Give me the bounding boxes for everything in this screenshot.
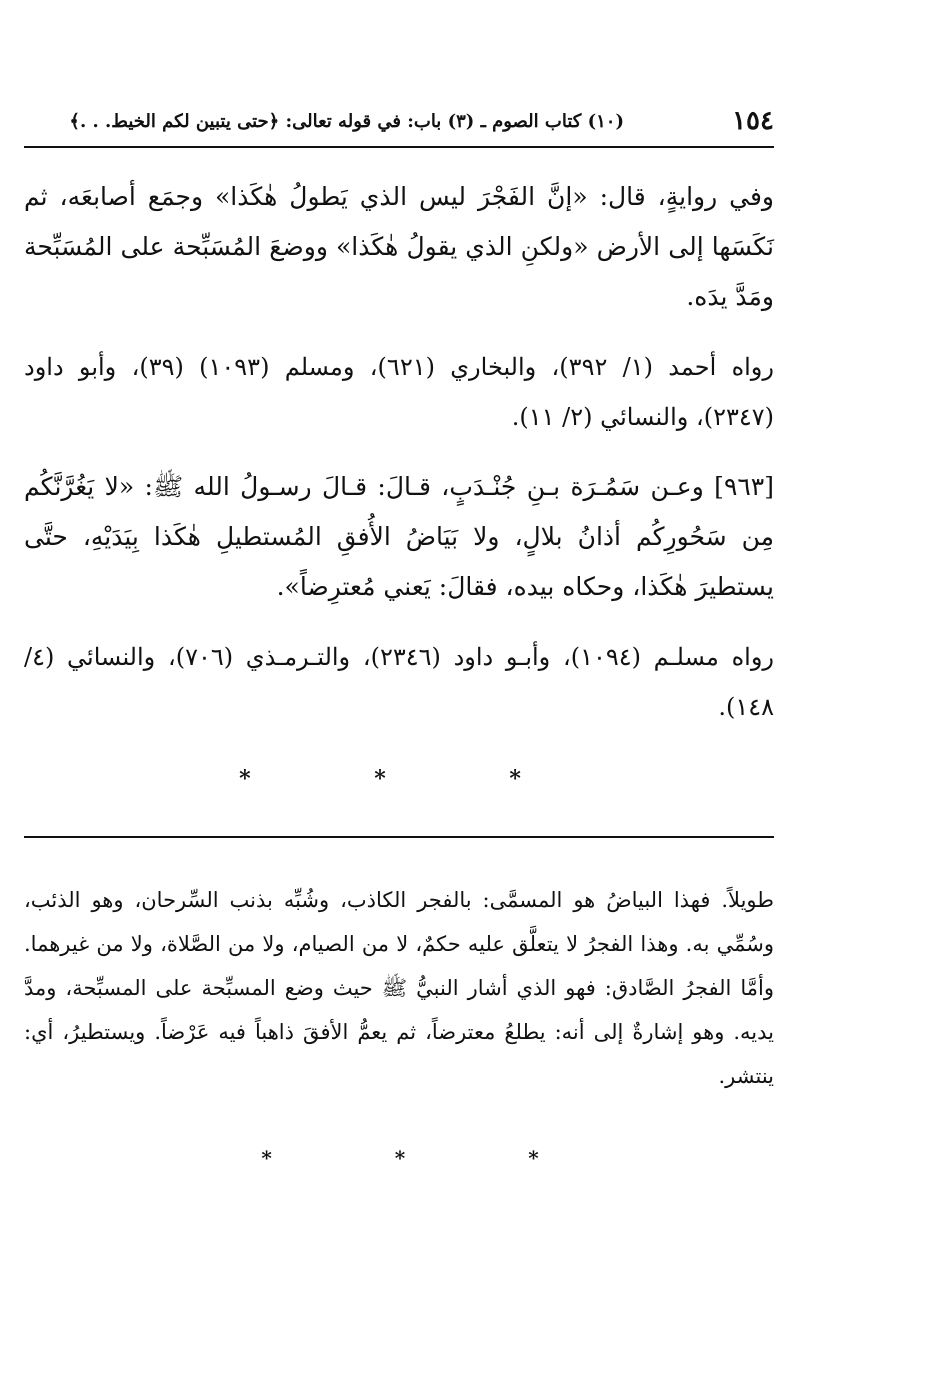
page-header (24, 104, 774, 144)
footnote-text: طويلاً. فهذا البياضُ هو المسمَّى: بالفجر الكاذب، وشُبِّه بذنب السِّرحان، وهو الذئب، وسُمِّي به. وهذا الفجرُ لا يتعلَّق عليه حكمٌ، لا من الصيام، ولا من الصَّلاة، ولا من غيرهما. وأمَّا الفجرُ الصَّادق: فهو الذي أشار النبيُّ ﷺ حيث وضع المسبِّحة على المسبِّحة، ومدَّ يديه. وهو إشارةٌ إلى أنه: يطلعُ معترضاً، ثم يعمُّ الأفقَ ذاهباً فيه عَرْضاً. ويستطيرُ، أي: ينتشر. (24, 888, 774, 1088)
paragraph-hadith-variant: وفي روايةٍ، قال: «إنَّ الفَجْرَ ليس الذي يَطولُ هٰكَذا» وجمَع أصابعَه، ثم نَكَسَها إلى الأرض «ولكنِ الذي يقولُ هٰكَذا» ووضعَ المُسَبِّحة على المُسَبِّحة ومَدَّ يدَه. (24, 182, 774, 311)
main-text (24, 172, 774, 752)
header-rule (24, 146, 774, 148)
running-title: (١٠) كتاب الصوم ـ (٣) باب: في قوله تعالى: ﴿حتى يتبين لكم الخيط. . .﴾ (69, 111, 624, 132)
paragraph-references-2: رواه مسلـم (١٠٩٤)، وأبـو داود (٢٣٤٦)، والتـرمـذي (٧٠٦)، والنسائي (٤/ ١٤٨). (24, 643, 775, 721)
footnote-separator-stars: * * * (261, 1146, 597, 1170)
footnote-rule (24, 836, 774, 838)
page-number: ١٥٤ (732, 106, 774, 136)
paragraph-references-1: رواه أحمد (١/ ٣٩٢)، والبخاري (٦٢١)، ومسلم (١٠٩٣) (٣٩)، وأبو داود (٢٣٤٧)، والنسائي (٢/ ١١). (24, 353, 774, 431)
paragraph-hadith-963: [٩٦٣] وعـن سَمُـرَة بـنِ جُنْـدَبٍ، قـالَ: قـالَ رسـولُ الله ﷺ: «لا يَغُرَّنَّكُم مِن سَحُورِكُم أذانُ بلالٍ، ولا بَيَاضُ الأُفقِ المُستطيلِ هٰكَذا بِيَدَيْهِ، حتَّى يستطيرَ هٰكَذا، وحكاه بيده، فقالَ: يَعني مُعترِضاً». (24, 472, 774, 601)
footnote (24, 878, 774, 1098)
section-separator-stars: * * * (239, 766, 579, 792)
